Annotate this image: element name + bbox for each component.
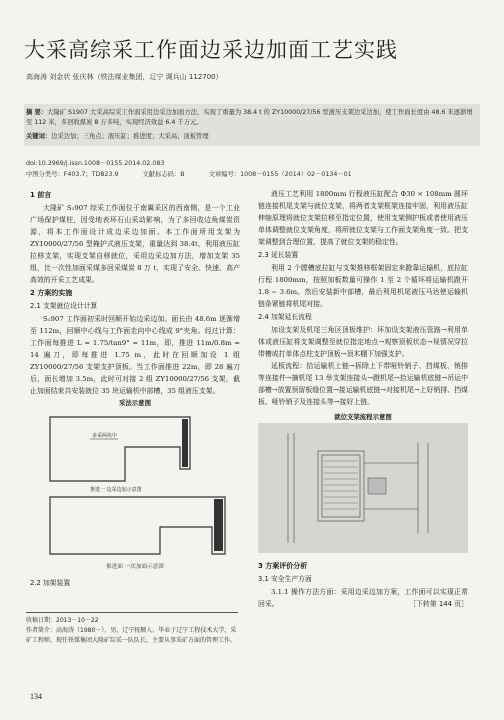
- doi: doi:10.3969/j.issn.1008－0155.2014.02.083: [26, 160, 165, 167]
- subsection-heading-2-3: 2.3 延长装置: [258, 251, 299, 259]
- extension-paragraph: 利用 2 个膛槽底拉缸与支架推移框架固定来蹬靠运输机，底拉缸行程 1800mm，按照加板数量可操作 1 至 2 个循环将运输机蹬开 1.8 ~ 3.6m。然后安装新中部槽，最后利用机尾液压马达使运输机链条紧链将机尾对接。: [258, 264, 468, 308]
- figure-caption-2: 推进面 一次加面示意图: [106, 564, 164, 570]
- subsection-heading-2-4: 2.4 加架延长流程: [258, 313, 312, 321]
- subsection-heading-3-1: 3.1 安全生产方面: [258, 575, 312, 583]
- article-number: 文章编号：1008－0155（2014）02－0134－01: [208, 171, 352, 178]
- keywords: [26, 131, 478, 140]
- page-number: 134: [30, 692, 42, 701]
- keywords-text: 边采边加；三角点；液压缸；推进度；大采高；顶板管理: [51, 133, 209, 140]
- figure-title-left: 采法示意图: [119, 399, 151, 407]
- evaluation-paragraph: [258, 586, 468, 610]
- subsection-heading-2-1: 2.1 支架就位设计计算: [30, 302, 98, 310]
- device-paragraph: 液压工艺利用 1800mm 行程液压缸配合 Φ30 × 108mm 圆环链连接机尾支架与就位支架，将两者支架框架连接牢固，利用液压缸伸缩原理将就位支架拉移至指定位置，使用支架侧护板或者使用液压单体调整就位支架角度，将所就位支架与工作面支架角度一致。把支架调整到合理位置，提高了就位支架的稳定性。: [258, 190, 468, 246]
- section-heading-plan: 2 方案的实施: [30, 289, 73, 297]
- support-placement-diagram: [258, 423, 468, 553]
- footnote: [26, 612, 238, 646]
- keywords-label: 关键词：: [26, 133, 52, 140]
- classification-line: [26, 169, 374, 178]
- doc-code: 文献标志码：B: [142, 171, 185, 178]
- abstract: [26, 108, 478, 128]
- figure-caption-1: 推进一 边采边加示意图: [90, 487, 142, 493]
- abstract-label: 摘 要：: [26, 109, 48, 116]
- article-title: 大采高综采工作面边采边加面工艺实践: [24, 39, 398, 62]
- clc-code: 中图分类号：F403.7；TD823.9: [26, 171, 119, 178]
- plan-paragraph: S₁907 工作面初采时回顺开始边采边加。面长由 48.6m 逐渐增至 112m，回顺中心线与工作面走向中心线成 9°夹角。经过计算：工作面每推进 L = 1.75/tan9° = 11m，即，推进 11m/0.8m = 14 遍刀，即每推进 1.75 m，此时在回顺加设 1 组 ZY10000/27/56 支架支护顶板。当工作面推进 22m，即 28 遍刀后，面长增加 3.5m，此时可对接 2 组 ZY10000/27/56 支架，截止加面结束共安装就位 35 块运输机中部槽，35 组液压支架。: [30, 315, 240, 395]
- subsection-heading-3-1-1: 3.1.1 操作方法方面：: [271, 588, 341, 596]
- right-column: [258, 188, 468, 610]
- figure-label-top: 多采两块中: [92, 433, 118, 439]
- subsection-heading-2-2: 2.2 加架装置: [30, 579, 71, 587]
- mining-method-diagram: [30, 409, 240, 559]
- evaluation-text: 采用边采边加方案，工作面可以实现正常回采。: [258, 588, 468, 608]
- intro-paragraph: 大隆矿 S₁907 综采工作面位于南翼采区的西南侧，是一个工业广场保护煤柱，因受地表环石山采动影响，为了多回收边角煤炭资源，将本工作面设计成边采边加面。本工作面所用支架为 ZY10000/27/56 型掩护式液压支架，重量达到 38.4t，利用液压缸拉移支架，实现支架自移就位，采用边采边加方法，增加支架 35 组，比一次性加面采煤多回采煤炭 8 万 t，实现了安全、快速、高产高效的开采工艺成果。: [30, 204, 240, 284]
- continued-note: ［下转第 144 页］: [409, 600, 468, 608]
- section-heading-intro: 1 前言: [30, 191, 52, 199]
- section-heading-evaluation: 3 方案评价分析: [258, 562, 308, 570]
- author-line: 高海涛 刘金状 张庆林（铁法煤业集团，辽宁 调兵山 112700）: [26, 73, 223, 81]
- received-date: 收稿日期：2013－10－22: [26, 617, 99, 624]
- author-bio: 作者简介：高海涛（1980－），男，辽宁抚顺人，毕业于辽宁工程技术大学，采矿工程师，现任铁煤集团大隆矿综采一队队长，主要从事采矿方面的管理工作。: [26, 627, 237, 644]
- figure-title-right: 就位支架流程示意图: [334, 413, 392, 421]
- process-paragraph-a: 加设支架及机尾三角区顶板维护：环加设支架液压管路→利用单体或液压缸将支架调整至就位指定地点→观察顶板状态→视情况穿拉带槽或打单体点柱支护顶板→顶木棚下加强支护。: [258, 326, 468, 358]
- process-paragraph-b: 延板流程：拾运输机上链→拆除上下带哑铃销子、挡煤板、销排等连接件→摘机尾 13 举支架连接头→蹬机尾→拾运输机底链→吊运中部槽→放置预留板缝位置→接运输机底链→对接机尾→上好销排、挡煤板、哑铃销子及连接头等→接好上链。: [258, 362, 468, 406]
- left-column: [30, 188, 240, 590]
- abstract-text: 大隆矿 S1907 大采高综采工作面采用边采边加面方法，实现了重量为 38.4 t 的 ZY10000/27/56 型液压支架边采边加，使工作面长度由 48.6 米逐渐增至 112 米，多回收煤炭 8 万多吨，实现经济效益 6.4 千万元。: [26, 109, 473, 126]
